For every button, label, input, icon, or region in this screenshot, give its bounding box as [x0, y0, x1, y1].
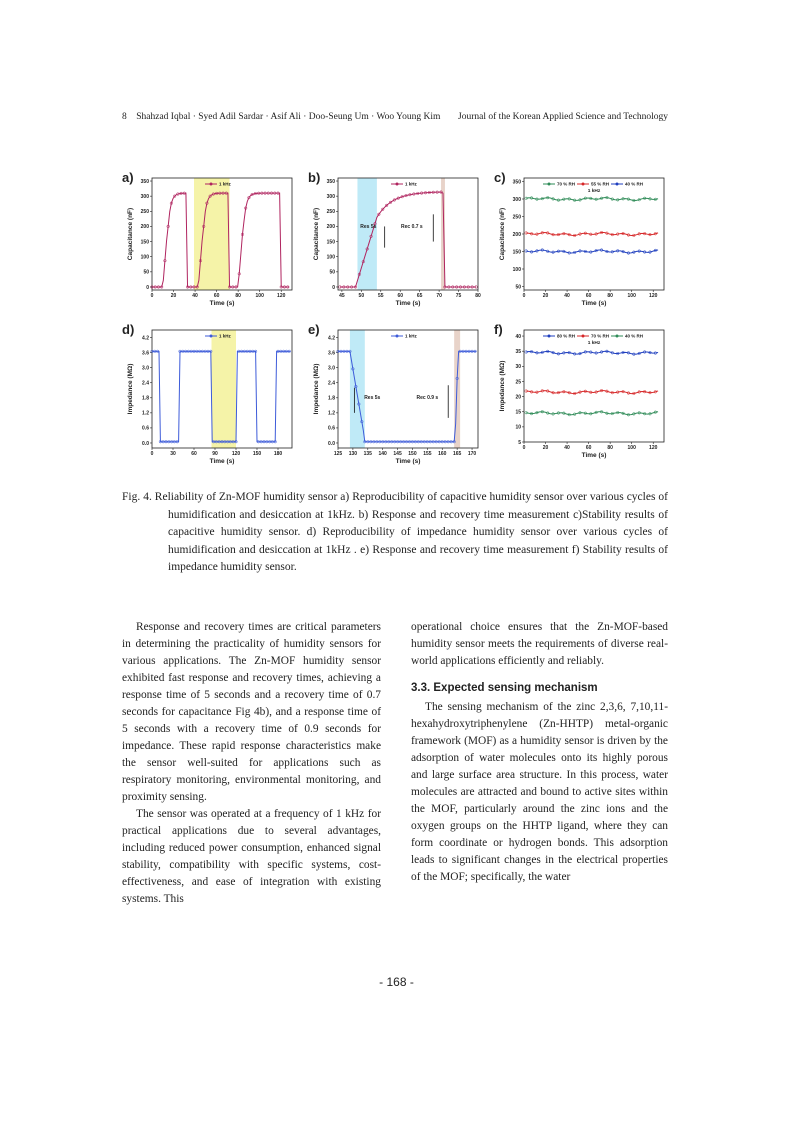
legend-marker: [210, 183, 213, 186]
y-tick-label: 350: [512, 179, 521, 186]
y-tick-label: 50: [515, 284, 521, 291]
panel-f-label: f): [494, 322, 503, 337]
running-header: [122, 112, 668, 126]
y-tick-label: 15: [515, 409, 521, 416]
y-tick-label: 10: [515, 424, 521, 431]
x-tick-label: 120: [277, 293, 286, 299]
legend-marker: [548, 183, 551, 186]
x-tick-label: 170: [467, 451, 477, 457]
x-tick-label: 80: [235, 293, 241, 299]
response-annotation: Res 5s: [360, 223, 377, 230]
x-tick-label: 130: [348, 451, 358, 457]
header-page-number: 8: [122, 112, 127, 122]
x-tick-label: 30: [170, 451, 176, 457]
panel-a-label: a): [122, 170, 134, 185]
y-tick-label: 1.2: [328, 410, 335, 417]
x-axis-label: Time (s): [395, 300, 421, 307]
y-tick-label: 300: [140, 193, 149, 200]
legend-label: 1 kHz: [405, 333, 417, 339]
page-number: - 168 -: [379, 975, 414, 989]
y-axis-label: Impedance (MΩ): [313, 363, 320, 415]
y-tick-label: 300: [326, 193, 335, 200]
x-tick-label: 0: [150, 451, 154, 457]
y-tick-label: 0.0: [328, 440, 335, 447]
x-tick-label: 40: [192, 293, 198, 299]
response-annotation: Res 5s: [364, 395, 381, 402]
chart-f: [494, 322, 674, 476]
paragraph: operational choice ensures that the Zn-MOF-based humidity sensor meets the requirements of diverse real-world applications efficiently and reliably.: [411, 621, 668, 667]
paragraph: The sensing mechanism of the zinc 2,3,6, 7,10,11-hexahydroxytriphenylene (Zn-HHTP) metal-organic framework (MOF) as a humidity sensor is driven by the adsorption of water molecules onto its highly porous and large surface area structure. In this process, water molecules are attracted and bound to active sites within the MOF, particularly around the zinc ions and the oxygen groups on the HHTP ligand, where they can form coordinate or hydrogen bonds. This adsorption leads to significant changes in the electrical properties of the MOF; specifically, the water: [411, 701, 668, 883]
x-tick-label: 120: [649, 293, 658, 299]
chart-c: [494, 170, 674, 320]
legend-marker: [582, 335, 585, 338]
paragraph: The sensor was operated at a frequency of 1 kHz for practical applications due to several advantages, including reduced power consumption, enhanced signal stability, compatibility with specific systems, cost-effectiveness, and ease of integration with existing systems. This: [122, 808, 381, 905]
y-tick-label: 200: [512, 231, 521, 238]
x-tick-label: 125: [333, 451, 343, 457]
y-tick-label: 50: [329, 269, 335, 276]
legend-marker: [396, 335, 399, 338]
y-tick-label: 250: [512, 214, 521, 221]
y-tick-label: 3.0: [328, 365, 335, 372]
x-tick-label: 60: [585, 293, 592, 299]
chart-d: [122, 322, 302, 476]
y-tick-label: 300: [512, 196, 521, 203]
header-journal: Journal of the Korean Applied Science and Technology: [458, 112, 668, 122]
section-heading: 3.3. Expected sensing mechanism: [411, 682, 598, 694]
y-tick-label: 35: [515, 348, 521, 355]
y-tick-label: 150: [140, 239, 149, 246]
y-tick-label: 2.4: [142, 380, 149, 387]
y-axis-label: Impedance (MΩ): [127, 363, 134, 415]
y-tick-label: 20: [515, 394, 521, 401]
panel-a: [122, 170, 302, 320]
x-tick-label: 180: [273, 451, 283, 457]
x-tick-label: 0: [522, 293, 526, 299]
y-tick-label: 100: [326, 254, 335, 261]
y-tick-label: 0.6: [142, 425, 149, 432]
x-tick-label: 120: [231, 451, 241, 457]
x-tick-label: 100: [627, 293, 636, 299]
y-tick-label: 4.2: [142, 335, 149, 342]
x-tick-label: 60: [397, 293, 404, 299]
y-tick-label: 40: [515, 333, 521, 340]
legend-marker: [396, 183, 399, 186]
response-band: [350, 330, 365, 448]
legend-label: 1 kHz: [405, 181, 417, 187]
y-tick-label: 0.6: [328, 425, 335, 432]
header-authors: Shahzad Iqbal · Syed Adil Sardar · Asif Ali · Doo-Seung Um · Woo Young Kim: [136, 112, 441, 122]
legend-marker: [616, 183, 619, 186]
y-tick-label: 3.6: [142, 350, 149, 357]
y-tick-label: 200: [140, 224, 149, 231]
y-tick-label: 100: [140, 254, 149, 261]
legend-label: 70 % RH: [591, 333, 610, 339]
y-tick-label: 0: [146, 284, 149, 291]
legend-label: 40 % RH: [625, 181, 644, 187]
left-column: [122, 619, 381, 908]
y-tick-label: 250: [326, 209, 335, 216]
y-tick-label: 3.0: [142, 365, 149, 372]
panel-c-label: c): [494, 170, 506, 185]
x-tick-label: 160: [438, 451, 447, 457]
x-tick-label: 70: [436, 293, 442, 299]
panel-c: [494, 170, 674, 320]
x-tick-label: 60: [213, 293, 220, 299]
y-tick-label: 25: [515, 379, 521, 386]
x-tick-label: 80: [607, 293, 613, 299]
legend-marker: [210, 335, 213, 338]
y-tick-label: 1.8: [328, 395, 335, 402]
y-tick-label: 100: [512, 266, 521, 273]
x-tick-label: 135: [363, 451, 372, 457]
x-axis-label: Time (s): [209, 300, 235, 307]
y-axis-label: Capacitance (nF): [127, 207, 134, 261]
panel-d: [122, 322, 302, 476]
paragraph: Response and recovery times are critical parameters in determining the practicality of humidity sensors for various applications. The Zn-MOF humidity sensor exhibited fast response and recovery times, achieving a response time of 5 seconds and a recovery time of 0.7 seconds for capacitance Fig 4b), and a response time of 5 seconds with a recovery time of 0.9 seconds for impedance. These rapid response characteristics make the sensor well-suited for applications such as respiratory monitoring, environmental monitoring, and proximity sensing.: [122, 621, 381, 803]
figure-caption: [122, 489, 668, 577]
legend-marker: [582, 183, 585, 186]
y-tick-label: 1.2: [142, 410, 149, 417]
x-tick-label: 155: [423, 451, 432, 457]
panel-b-label: b): [308, 170, 321, 185]
recovery-annotation: Rec 0.9 s: [416, 395, 439, 402]
y-tick-label: 350: [140, 178, 149, 185]
y-tick-label: 150: [326, 239, 335, 246]
x-tick-label: 150: [252, 451, 262, 457]
x-tick-label: 55: [377, 293, 384, 299]
y-tick-label: 3.6: [328, 350, 335, 357]
x-axis-label: Time (s): [209, 458, 235, 465]
x-tick-label: 45: [339, 293, 345, 299]
y-tick-label: 0: [332, 284, 335, 291]
panel-d-label: d): [122, 322, 135, 337]
legend-marker: [548, 335, 551, 338]
x-axis-label: Time (s): [581, 452, 607, 459]
x-tick-label: 140: [378, 451, 387, 457]
x-tick-label: 0: [522, 445, 526, 451]
recovery-annotation: Rec 0.7 s: [401, 223, 423, 230]
legend-label: 1 kHz: [219, 181, 231, 187]
legend-label: 55 % RH: [591, 181, 610, 187]
legend-label: 70 % RH: [557, 181, 576, 187]
y-tick-label: 30: [515, 364, 521, 371]
x-tick-label: 90: [212, 451, 218, 457]
x-tick-label: 40: [564, 445, 570, 451]
x-tick-label: 145: [393, 451, 402, 457]
x-tick-label: 20: [170, 293, 177, 299]
panel-e: [308, 322, 488, 476]
plot-frame: [524, 330, 664, 442]
y-axis-label: Capacitance (nF): [313, 207, 320, 261]
legend-label: 1 kHz: [219, 333, 231, 339]
panel-b: [308, 170, 488, 320]
x-tick-label: 40: [564, 293, 570, 299]
highlight-band: [212, 330, 237, 448]
panel-e-label: e): [308, 322, 320, 337]
x-tick-label: 0: [150, 293, 154, 299]
x-tick-label: 80: [607, 445, 613, 451]
y-tick-label: 350: [326, 178, 335, 185]
x-tick-label: 50: [358, 293, 365, 299]
y-tick-label: 50: [143, 269, 149, 276]
x-tick-label: 100: [255, 293, 264, 299]
y-tick-label: 0.0: [142, 440, 149, 447]
y-tick-label: 1.8: [142, 395, 149, 402]
right-column: [411, 619, 668, 886]
x-tick-label: 60: [585, 445, 592, 451]
x-tick-label: 20: [542, 445, 549, 451]
panel-f: [494, 322, 674, 476]
x-tick-label: 20: [542, 293, 549, 299]
y-axis-label: Capacitance (nF): [499, 207, 506, 261]
chart-b: [308, 170, 488, 320]
y-tick-label: 5: [518, 439, 521, 446]
y-tick-label: 4.2: [328, 335, 335, 342]
legend-label: 80 % RH: [557, 333, 576, 339]
x-tick-label: 80: [475, 293, 481, 299]
y-axis-label: Impedance (MΩ): [499, 360, 506, 412]
y-tick-label: 2.4: [328, 380, 335, 387]
y-tick-label: 250: [140, 209, 149, 216]
y-tick-label: 150: [512, 249, 521, 256]
chart-title: 1 kHz: [587, 189, 601, 194]
chart-title: 1 kHz: [587, 341, 601, 346]
header-left: [122, 112, 440, 122]
chart-e: [308, 322, 488, 476]
x-tick-label: 150: [408, 451, 417, 457]
y-tick-label: 200: [326, 224, 335, 231]
x-axis-label: Time (s): [395, 458, 421, 465]
x-axis-label: Time (s): [581, 300, 607, 307]
x-tick-label: 65: [416, 293, 423, 299]
x-tick-label: 100: [627, 445, 636, 451]
x-tick-label: 60: [191, 451, 197, 457]
x-tick-label: 120: [649, 445, 658, 451]
legend-label: 40 % RH: [625, 333, 644, 339]
chart-a: [122, 170, 302, 320]
caption-text: Fig. 4. Reliability of Zn-MOF humidity sensor a) Reproducibility of capacitive humidity sensor over various cycles of humidification and desiccation at 1kHz. b) Response and recovery time measurement c)Stability results of capacitive humidity sensor. d) Reproducibility of impedance humidity sensor over various cycles of humidification and desiccation at 1kHz . e) Response and recovery time measurement f) Stability results of impedance humidity sensor.: [122, 491, 668, 573]
legend-marker: [616, 335, 619, 338]
x-tick-label: 165: [452, 451, 462, 457]
x-tick-label: 75: [455, 293, 462, 299]
